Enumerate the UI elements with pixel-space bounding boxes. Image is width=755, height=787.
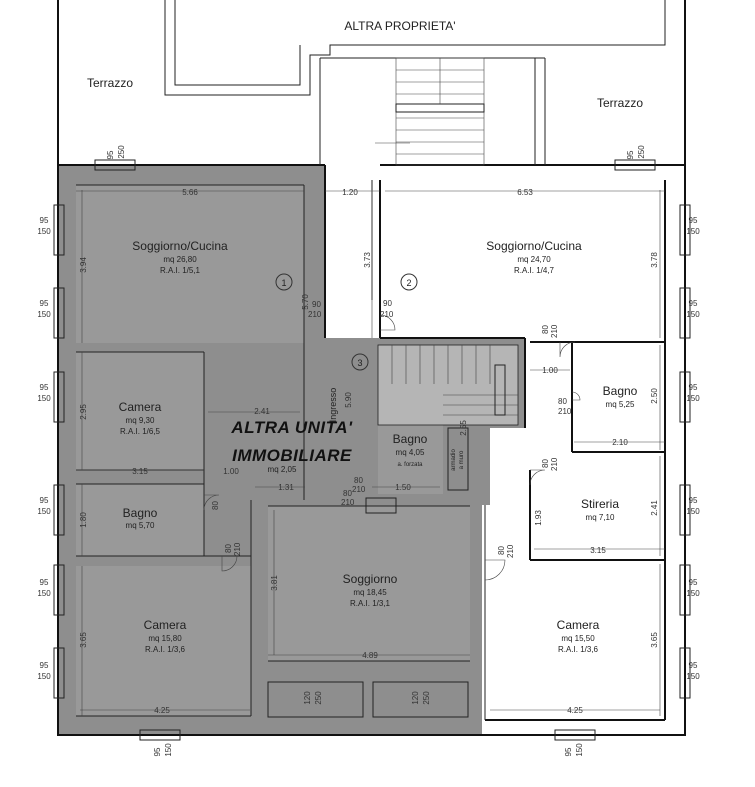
room-name: Bagno: [392, 432, 428, 446]
unit-marker-2: 2: [406, 278, 412, 288]
dim-label: 2.41: [254, 407, 270, 416]
room-name: Camera: [118, 400, 162, 414]
room-area: mq 4,05: [395, 448, 425, 457]
opening-w: 95: [39, 383, 49, 392]
ingresso-label: Ingresso: [328, 387, 338, 423]
dim-label: 1.00: [542, 366, 558, 375]
door-w: 80: [354, 476, 363, 485]
room-name: Camera: [556, 618, 600, 632]
opening-h: 150: [37, 310, 51, 319]
opening-h: 150: [686, 507, 700, 516]
opening-h: 250: [422, 691, 431, 705]
room-name: Stireria: [580, 497, 620, 511]
opening-h: 150: [575, 743, 584, 757]
dim-label: 6.53: [517, 188, 533, 197]
door-w: 90: [312, 300, 321, 309]
altra-proprieta-label: ALTRA PROPRIETA': [344, 19, 456, 33]
door-h: 210: [308, 310, 322, 319]
dim-label: 3.78: [650, 252, 659, 268]
door-h: 210: [352, 485, 366, 494]
room-soggiorno-cucina-2: [486, 239, 582, 275]
opening-w: 95: [626, 150, 635, 160]
dim-label: 3.15: [132, 467, 148, 476]
dim-label: 5.90: [344, 392, 353, 408]
opening-w: 95: [564, 747, 573, 757]
door-w: 80: [558, 397, 567, 406]
door-w: 80: [541, 325, 550, 334]
room-bagno-1: [123, 506, 158, 530]
room-rai: R.A.I. 1/6,5: [119, 427, 161, 436]
dim-label: 2.41: [650, 500, 659, 516]
opening-h: 150: [686, 672, 700, 681]
opening-w: 95: [688, 299, 698, 308]
door-h: 210: [506, 544, 515, 558]
room-rai: R.A.I. 1/4,7: [513, 266, 555, 275]
dim-label: 2.10: [612, 438, 628, 447]
room-area: mq 15,80: [148, 634, 182, 643]
opening-h: 150: [686, 227, 700, 236]
dim-label: 2.55: [459, 420, 468, 436]
dim-label: 1.31: [278, 483, 294, 492]
door-h: 210: [550, 457, 559, 471]
room-stireria: [581, 497, 619, 522]
room-area: mq 5,70: [125, 521, 155, 530]
opening-w: 95: [39, 299, 49, 308]
dim-label: 4.89: [362, 651, 378, 660]
dim-label: 2.50: [650, 388, 659, 404]
door-h: 210: [380, 310, 394, 319]
dim-label: 2.95: [79, 404, 88, 420]
dim-label: 4.25: [567, 706, 583, 715]
opening-h: 150: [686, 394, 700, 403]
door-h: 210: [233, 542, 242, 556]
room-area: mq 5,25: [605, 400, 635, 409]
opening-w: 120: [411, 691, 420, 705]
opening-h: 150: [37, 589, 51, 598]
room-rai: R.A.I. 1/3,6: [557, 645, 599, 654]
door-h: 210: [341, 498, 355, 507]
dim-label: 5.70: [301, 294, 310, 310]
opening-w: 95: [106, 150, 115, 160]
room-name: Soggiorno: [342, 572, 398, 586]
room-camera-2: [144, 618, 187, 654]
opening-w: 95: [39, 496, 49, 505]
room-name: Bagno: [122, 506, 158, 520]
room-name: Camera: [143, 618, 187, 632]
room-area: mq 24,70: [517, 255, 551, 264]
unit-marker-1: 1: [281, 278, 287, 288]
dim-label: 3.65: [79, 632, 88, 648]
unit-marker-3: 3: [357, 358, 363, 368]
terrazzo-right-label: Terrazzo: [596, 96, 644, 110]
dim-label: 3.94: [79, 257, 88, 273]
room-name: Soggiorno/Cucina: [132, 239, 228, 253]
door-h: 210: [558, 407, 572, 416]
opening-h: 150: [686, 589, 700, 598]
dim-label: 4.25: [154, 706, 170, 715]
door-w: 80: [497, 546, 506, 555]
opening-h: 250: [314, 691, 323, 705]
dim-label: 1.80: [79, 512, 88, 528]
opening-h: 150: [164, 743, 173, 757]
room-name: Bagno: [602, 384, 638, 398]
dim-label: 1.93: [534, 510, 543, 526]
opening-h: 150: [686, 310, 700, 319]
door-w: 80: [541, 459, 550, 468]
room-area: mq 18,45: [353, 588, 387, 597]
dim-label: 3.81: [270, 575, 279, 591]
dim-label: 1.50: [395, 483, 411, 492]
room-camera-3: [557, 618, 600, 654]
terrazzo-left-label: Terrazzo: [86, 76, 134, 90]
armadio-label-2: a muro: [459, 450, 465, 470]
altra-unita-label-1: ALTRA UNITA': [231, 418, 353, 437]
opening-h: 250: [637, 145, 646, 159]
opening-w: 95: [688, 383, 698, 392]
opening-w: 95: [153, 747, 162, 757]
dim-label: 3.73: [363, 252, 372, 268]
dim-label: 3.15: [590, 546, 606, 555]
room-bagno-2: [603, 384, 638, 409]
opening-w: 95: [688, 496, 698, 505]
door-w: 80: [211, 501, 220, 510]
room-area: mq 26,80: [163, 255, 197, 264]
stair-middle: [378, 345, 518, 425]
opening-h: 250: [117, 145, 126, 159]
dim-label: 3.65: [650, 632, 659, 648]
dim-label: 1.20: [342, 188, 358, 197]
dim-label: 1.00: [223, 467, 239, 476]
opening-w: 120: [303, 691, 312, 705]
room-rai: R.A.I. 1/3,6: [144, 645, 186, 654]
altra-unita-label-2: IMMOBILIARE: [232, 446, 352, 465]
room-area: mq 7,10: [585, 513, 615, 522]
opening-w: 95: [688, 578, 698, 587]
room-rai: R.A.I. 1/5,1: [159, 266, 201, 275]
room-area: mq 2,05: [267, 465, 297, 474]
armadio-label-1: armadio: [451, 449, 457, 471]
room-rai: a. forzata: [397, 462, 423, 468]
room-rai: R.A.I. 1/3,1: [349, 599, 391, 608]
room-bagno-3: [393, 432, 428, 468]
room-area: mq 9,30: [125, 416, 155, 425]
opening-w: 95: [39, 578, 49, 587]
door-h: 210: [550, 324, 559, 338]
opening-w: 95: [688, 661, 698, 670]
opening-h: 150: [37, 507, 51, 516]
room-name: Soggiorno/Cucina: [486, 239, 582, 253]
dim-label: 5.66: [182, 188, 198, 197]
opening-w: 95: [688, 216, 698, 225]
door-w: 80: [343, 489, 352, 498]
door-w: 80: [224, 544, 233, 553]
room-disimpegno: [268, 465, 297, 474]
opening-h: 150: [37, 672, 51, 681]
stair-top: [375, 58, 484, 165]
opening-h: 150: [37, 394, 51, 403]
door-w: 90: [383, 299, 392, 308]
opening-h: 150: [37, 227, 51, 236]
opening-w: 95: [39, 661, 49, 670]
room-area: mq 15,50: [561, 634, 595, 643]
opening-w: 95: [39, 216, 49, 225]
